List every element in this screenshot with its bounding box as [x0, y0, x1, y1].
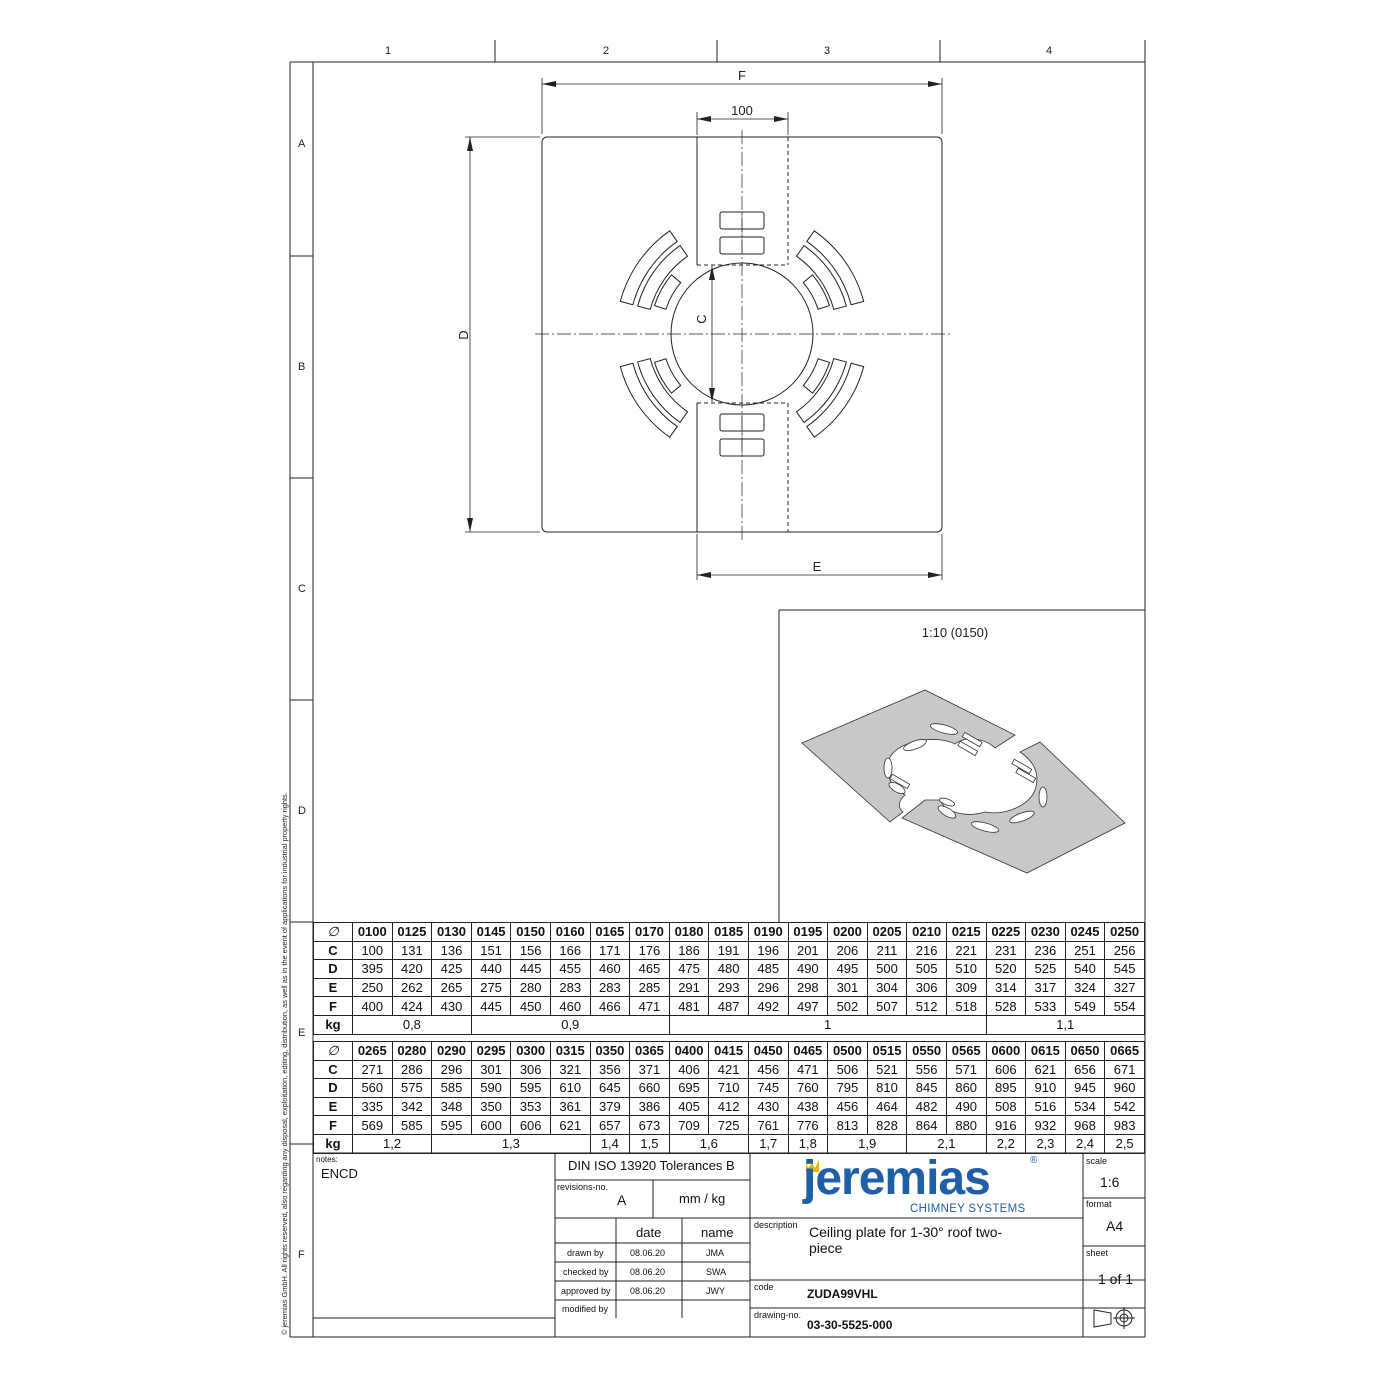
- table-cell: 813: [828, 1116, 868, 1135]
- table-cell: 590: [471, 1079, 511, 1098]
- row-label-cell: D: [314, 960, 353, 979]
- table-cell: 293: [709, 978, 749, 997]
- table-cell: 828: [867, 1116, 907, 1135]
- table-cell: 412: [709, 1097, 749, 1116]
- size-header-cell: 0450: [748, 1042, 788, 1061]
- size-header-cell: 0250: [1105, 923, 1145, 942]
- size-header-cell: 0125: [392, 923, 432, 942]
- approved-by-date: 08.06.20: [630, 1286, 666, 1296]
- table-cell: 945: [1065, 1079, 1105, 1098]
- table-cell: 745: [748, 1079, 788, 1098]
- table-cell: 206: [828, 941, 868, 960]
- table-cell: 460: [550, 997, 590, 1016]
- notes-label: notes:: [316, 1155, 338, 1164]
- table-cell: 660: [630, 1079, 670, 1098]
- row-label-b: B: [298, 361, 306, 373]
- table-cell: 231: [986, 941, 1026, 960]
- table-cell: 438: [788, 1097, 828, 1116]
- table-cell: 645: [590, 1079, 630, 1098]
- row-label-f: F: [298, 1249, 305, 1261]
- checked-by-name: SWA: [706, 1267, 727, 1277]
- table-cell: 285: [630, 978, 670, 997]
- weight-cell: 1,5: [630, 1134, 670, 1153]
- weight-label-cell: kg: [314, 1134, 353, 1153]
- size-header-cell: 0195: [788, 923, 828, 942]
- table-cell: 506: [828, 1060, 868, 1079]
- table-cell: 540: [1065, 960, 1105, 979]
- table-cell: 983: [1105, 1116, 1145, 1135]
- table-cell: 304: [867, 978, 907, 997]
- row-label-cell: E: [314, 1097, 353, 1116]
- weight-cell: 2,5: [1105, 1134, 1145, 1153]
- table-cell: 151: [471, 941, 511, 960]
- dimension-d-label: D: [456, 330, 471, 340]
- isometric-view-caption: 1:10 (0150): [921, 625, 989, 640]
- table-cell: 960: [1105, 1079, 1145, 1098]
- table-cell: 916: [986, 1116, 1026, 1135]
- size-header-cell: 0650: [1065, 1042, 1105, 1061]
- size-header-cell: 0245: [1065, 923, 1105, 942]
- table-cell: 201: [788, 941, 828, 960]
- table-cell: 571: [946, 1060, 986, 1079]
- table-cell: 621: [1026, 1060, 1066, 1079]
- table-cell: 657: [590, 1116, 630, 1135]
- table-cell: 709: [669, 1116, 709, 1135]
- size-header-cell: 0365: [630, 1042, 670, 1061]
- size-header-cell: 0215: [946, 923, 986, 942]
- description-line-1: Ceiling plate for 1-30° roof two-: [809, 1224, 1003, 1240]
- table-cell: 324: [1065, 978, 1105, 997]
- table-cell: 673: [630, 1116, 670, 1135]
- table-cell: 585: [432, 1079, 472, 1098]
- row-label-e: E: [298, 1027, 306, 1039]
- table-cell: 464: [867, 1097, 907, 1116]
- description-label: description: [754, 1220, 798, 1230]
- table-cell: 262: [392, 978, 432, 997]
- table-cell: 350: [471, 1097, 511, 1116]
- size-header-cell: 0550: [907, 1042, 947, 1061]
- diameter-symbol: ∅: [314, 923, 353, 942]
- table-cell: 321: [550, 1060, 590, 1079]
- table-cell: 500: [867, 960, 907, 979]
- format-value: A4: [1106, 1218, 1124, 1234]
- dimension-f-label: F: [738, 68, 746, 83]
- table-cell: 283: [590, 978, 630, 997]
- table-cell: 424: [392, 997, 432, 1016]
- size-header-cell: 0295: [471, 1042, 511, 1061]
- size-header-cell: 0185: [709, 923, 749, 942]
- table-cell: 445: [471, 997, 511, 1016]
- table-cell: 298: [788, 978, 828, 997]
- table-cell: 554: [1105, 997, 1145, 1016]
- table-cell: 406: [669, 1060, 709, 1079]
- size-header-cell: 0615: [1026, 1042, 1066, 1061]
- size-header-cell: 0190: [748, 923, 788, 942]
- table-cell: 296: [748, 978, 788, 997]
- description-line-2: piece: [809, 1240, 843, 1256]
- table-cell: 600: [471, 1116, 511, 1135]
- table-cell: 356: [590, 1060, 630, 1079]
- table-cell: 280: [511, 978, 551, 997]
- table-cell: 314: [986, 978, 1026, 997]
- table-cell: 475: [669, 960, 709, 979]
- table-cell: 880: [946, 1116, 986, 1135]
- column-label-2: 2: [603, 45, 610, 57]
- weight-cell: 1,4: [590, 1134, 630, 1153]
- table-cell: 516: [1026, 1097, 1066, 1116]
- weight-label-cell: kg: [314, 1015, 353, 1034]
- table-cell: 291: [669, 978, 709, 997]
- table-cell: 507: [867, 997, 907, 1016]
- size-header-cell: 0130: [432, 923, 472, 942]
- size-header-cell: 0600: [986, 1042, 1026, 1061]
- table-cell: 371: [630, 1060, 670, 1079]
- table-cell: 480: [709, 960, 749, 979]
- table-cell: 710: [709, 1079, 749, 1098]
- table-cell: 502: [828, 997, 868, 1016]
- weight-cell: 1,6: [669, 1134, 748, 1153]
- table-cell: 131: [392, 941, 432, 960]
- dimension-e-label: E: [812, 559, 822, 574]
- table-cell: 492: [748, 997, 788, 1016]
- table-cell: 520: [986, 960, 1026, 979]
- table-cell: 606: [511, 1116, 551, 1135]
- code-label: code: [754, 1282, 774, 1292]
- weight-cell: 1: [669, 1015, 986, 1034]
- approved-by-name: JWY: [706, 1286, 725, 1296]
- company-logo: jeremias: [803, 1152, 990, 1205]
- table-cell: 560: [353, 1079, 393, 1098]
- size-header-cell: 0170: [630, 923, 670, 942]
- table-cell: 386: [630, 1097, 670, 1116]
- size-header-cell: 0265: [353, 1042, 393, 1061]
- table-cell: 760: [788, 1079, 828, 1098]
- table-cell: 482: [907, 1097, 947, 1116]
- table-cell: 100: [353, 941, 393, 960]
- table-cell: 211: [867, 941, 907, 960]
- size-header-cell: 0200: [828, 923, 868, 942]
- table-cell: 309: [946, 978, 986, 997]
- size-header-cell: 0565: [946, 1042, 986, 1061]
- table-cell: 430: [748, 1097, 788, 1116]
- approved-by-label: approved by: [561, 1286, 611, 1296]
- sheet-label: sheet: [1086, 1248, 1109, 1258]
- table-cell: 216: [907, 941, 947, 960]
- table-cell: 445: [511, 960, 551, 979]
- table-cell: 490: [788, 960, 828, 979]
- drawn-by-label: drawn by: [567, 1248, 604, 1258]
- table-cell: 301: [828, 978, 868, 997]
- table-cell: 136: [432, 941, 472, 960]
- table-cell: 487: [709, 997, 749, 1016]
- table-cell: 810: [867, 1079, 907, 1098]
- row-label-cell: C: [314, 1060, 353, 1079]
- table-cell: 400: [353, 997, 393, 1016]
- weight-cell: 1,1: [986, 1015, 1145, 1034]
- table-cell: 265: [432, 978, 472, 997]
- table-cell: 425: [432, 960, 472, 979]
- drawing-no-value: 03-30-5525-000: [807, 1318, 893, 1332]
- table-cell: 556: [907, 1060, 947, 1079]
- table-cell: 595: [511, 1079, 551, 1098]
- table-cell: 505: [907, 960, 947, 979]
- weight-cell: 2,3: [1026, 1134, 1066, 1153]
- weight-cell: 1,8: [788, 1134, 828, 1153]
- size-header-cell: 0400: [669, 1042, 709, 1061]
- table-cell: 621: [550, 1116, 590, 1135]
- table-cell: 795: [828, 1079, 868, 1098]
- size-header-cell: 0150: [511, 923, 551, 942]
- table-cell: 549: [1065, 997, 1105, 1016]
- diameter-symbol: ∅: [314, 1042, 353, 1061]
- column-label-3: 3: [824, 45, 831, 57]
- size-header-cell: 0415: [709, 1042, 749, 1061]
- table-cell: 725: [709, 1116, 749, 1135]
- size-header-cell: 0100: [353, 923, 393, 942]
- notes-value: ENCD: [321, 1166, 358, 1181]
- table-cell: 191: [709, 941, 749, 960]
- table-cell: 275: [471, 978, 511, 997]
- table-cell: 512: [907, 997, 947, 1016]
- drawn-by-name: JMA: [706, 1248, 724, 1258]
- table-cell: 510: [946, 960, 986, 979]
- table-cell: 251: [1065, 941, 1105, 960]
- table-cell: 485: [748, 960, 788, 979]
- scale-value: 1:6: [1100, 1174, 1120, 1190]
- drawing-no-label: drawing-no.: [754, 1310, 802, 1320]
- weight-cell: 1,2: [353, 1134, 432, 1153]
- size-header-cell: 0180: [669, 923, 709, 942]
- size-header-cell: 0210: [907, 923, 947, 942]
- table-cell: 236: [1026, 941, 1066, 960]
- table-cell: 271: [353, 1060, 393, 1079]
- code-value: ZUDA99VHL: [807, 1287, 878, 1301]
- table-cell: 490: [946, 1097, 986, 1116]
- table-cell: 521: [867, 1060, 907, 1079]
- table-cell: 695: [669, 1079, 709, 1098]
- size-header-cell: 0145: [471, 923, 511, 942]
- table-cell: 405: [669, 1097, 709, 1116]
- table-cell: 533: [1026, 997, 1066, 1016]
- table-cell: 671: [1105, 1060, 1145, 1079]
- size-header-cell: 0290: [432, 1042, 472, 1061]
- table-cell: 465: [630, 960, 670, 979]
- checked-by-date: 08.06.20: [630, 1267, 666, 1277]
- size-header-cell: 0300: [511, 1042, 551, 1061]
- size-header-cell: 0205: [867, 923, 907, 942]
- table-cell: 450: [511, 997, 551, 1016]
- table-cell: 471: [630, 997, 670, 1016]
- table-cell: 466: [590, 997, 630, 1016]
- table-cell: 196: [748, 941, 788, 960]
- row-label-cell: D: [314, 1079, 353, 1098]
- table-cell: 171: [590, 941, 630, 960]
- table-cell: 176: [630, 941, 670, 960]
- size-header-cell: 0280: [392, 1042, 432, 1061]
- table-cell: 545: [1105, 960, 1145, 979]
- table-cell: 361: [550, 1097, 590, 1116]
- logo-subtitle: CHIMNEY SYSTEMS: [910, 1203, 1026, 1215]
- logo-registered-mark: ®: [1030, 1155, 1038, 1166]
- table-cell: 761: [748, 1116, 788, 1135]
- table-cell: 864: [907, 1116, 947, 1135]
- table-cell: 166: [550, 941, 590, 960]
- table-cell: 585: [392, 1116, 432, 1135]
- table-cell: 860: [946, 1079, 986, 1098]
- table-cell: 968: [1065, 1116, 1105, 1135]
- weight-cell: 1,9: [828, 1134, 907, 1153]
- table-cell: 186: [669, 941, 709, 960]
- table-cell: 508: [986, 1097, 1026, 1116]
- tolerances-text: DIN ISO 13920 Tolerances B: [568, 1158, 735, 1173]
- weight-cell: 2,4: [1065, 1134, 1105, 1153]
- row-label-cell: C: [314, 941, 353, 960]
- table-cell: 525: [1026, 960, 1066, 979]
- table-cell: 348: [432, 1097, 472, 1116]
- table-cell: 440: [471, 960, 511, 979]
- weight-cell: 1,3: [432, 1134, 590, 1153]
- table-cell: 420: [392, 960, 432, 979]
- table-cell: 221: [946, 941, 986, 960]
- table-cell: 156: [511, 941, 551, 960]
- size-header-cell: 0515: [867, 1042, 907, 1061]
- table-cell: 495: [828, 960, 868, 979]
- size-header-cell: 0160: [550, 923, 590, 942]
- table-cell: 430: [432, 997, 472, 1016]
- row-label-c: C: [298, 583, 306, 595]
- row-label-d: D: [298, 805, 306, 817]
- size-header-cell: 0225: [986, 923, 1026, 942]
- table-cell: 335: [353, 1097, 393, 1116]
- table-cell: 497: [788, 997, 828, 1016]
- revision-value: A: [617, 1192, 627, 1208]
- sheet-value: 1 of 1: [1098, 1271, 1134, 1287]
- table-cell: 395: [353, 960, 393, 979]
- table-cell: 656: [1065, 1060, 1105, 1079]
- table-cell: 518: [946, 997, 986, 1016]
- table-cell: 283: [550, 978, 590, 997]
- size-header-cell: 0665: [1105, 1042, 1145, 1061]
- table-cell: 286: [392, 1060, 432, 1079]
- weight-cell: 1,7: [748, 1134, 788, 1153]
- checked-by-label: checked by: [563, 1267, 609, 1277]
- table-cell: 256: [1105, 941, 1145, 960]
- dimension-c-label: C: [694, 314, 709, 324]
- table-cell: 932: [1026, 1116, 1066, 1135]
- table-cell: 610: [550, 1079, 590, 1098]
- scale-label: scale: [1086, 1156, 1108, 1166]
- table-cell: 895: [986, 1079, 1026, 1098]
- name-header: name: [701, 1225, 734, 1240]
- table-cell: 606: [986, 1060, 1026, 1079]
- table-cell: 306: [511, 1060, 551, 1079]
- table-cell: 910: [1026, 1079, 1066, 1098]
- table-cell: 845: [907, 1079, 947, 1098]
- table-cell: 317: [1026, 978, 1066, 997]
- table-cell: 471: [788, 1060, 828, 1079]
- table-cell: 342: [392, 1097, 432, 1116]
- table-cell: 296: [432, 1060, 472, 1079]
- size-header-cell: 0230: [1026, 923, 1066, 942]
- table-cell: 353: [511, 1097, 551, 1116]
- table-cell: 455: [550, 960, 590, 979]
- row-label-a: A: [298, 138, 306, 150]
- table-cell: 595: [432, 1116, 472, 1135]
- column-label-1: 1: [385, 45, 392, 57]
- units-text: mm / kg: [679, 1191, 726, 1206]
- table-cell: 542: [1105, 1097, 1145, 1116]
- table-cell: 306: [907, 978, 947, 997]
- weight-cell: 0,8: [353, 1015, 472, 1034]
- copyright-text: © jeremias GmbH. All rights reserved, also regarding any disposal, exploitation, editing, distribution, as well as in the event of applications for industrial property rights.: [280, 792, 289, 1335]
- format-label: format: [1086, 1199, 1112, 1209]
- weight-cell: 0,9: [471, 1015, 669, 1034]
- date-header: date: [636, 1225, 662, 1240]
- table-cell: 456: [748, 1060, 788, 1079]
- table-cell: 776: [788, 1116, 828, 1135]
- table-cell: 301: [471, 1060, 511, 1079]
- size-header-cell: 0165: [590, 923, 630, 942]
- projection-symbol-icon: [1094, 1307, 1135, 1329]
- size-header-cell: 0465: [788, 1042, 828, 1061]
- table-cell: 250: [353, 978, 393, 997]
- table-cell: 379: [590, 1097, 630, 1116]
- table-cell: 460: [590, 960, 630, 979]
- weight-cell: 2,2: [986, 1134, 1026, 1153]
- table-cell: 481: [669, 997, 709, 1016]
- table-cell: 327: [1105, 978, 1145, 997]
- table-cell: 534: [1065, 1097, 1105, 1116]
- size-header-cell: 0500: [828, 1042, 868, 1061]
- table-cell: 456: [828, 1097, 868, 1116]
- row-label-cell: F: [314, 1116, 353, 1135]
- column-label-4: 4: [1046, 45, 1053, 57]
- dimension-100-label: 100: [731, 103, 753, 118]
- table-cell: 528: [986, 997, 1026, 1016]
- weight-cell: 2,1: [907, 1134, 986, 1153]
- size-header-cell: 0350: [590, 1042, 630, 1061]
- row-label-cell: E: [314, 978, 353, 997]
- table-cell: 569: [353, 1116, 393, 1135]
- modified-by-label: modified by: [562, 1304, 609, 1314]
- table-cell: 575: [392, 1079, 432, 1098]
- revisions-label: revisions-no.: [557, 1182, 609, 1192]
- size-header-cell: 0315: [550, 1042, 590, 1061]
- table-cell: 421: [709, 1060, 749, 1079]
- drawn-by-date: 08.06.20: [630, 1248, 666, 1258]
- row-label-cell: F: [314, 997, 353, 1016]
